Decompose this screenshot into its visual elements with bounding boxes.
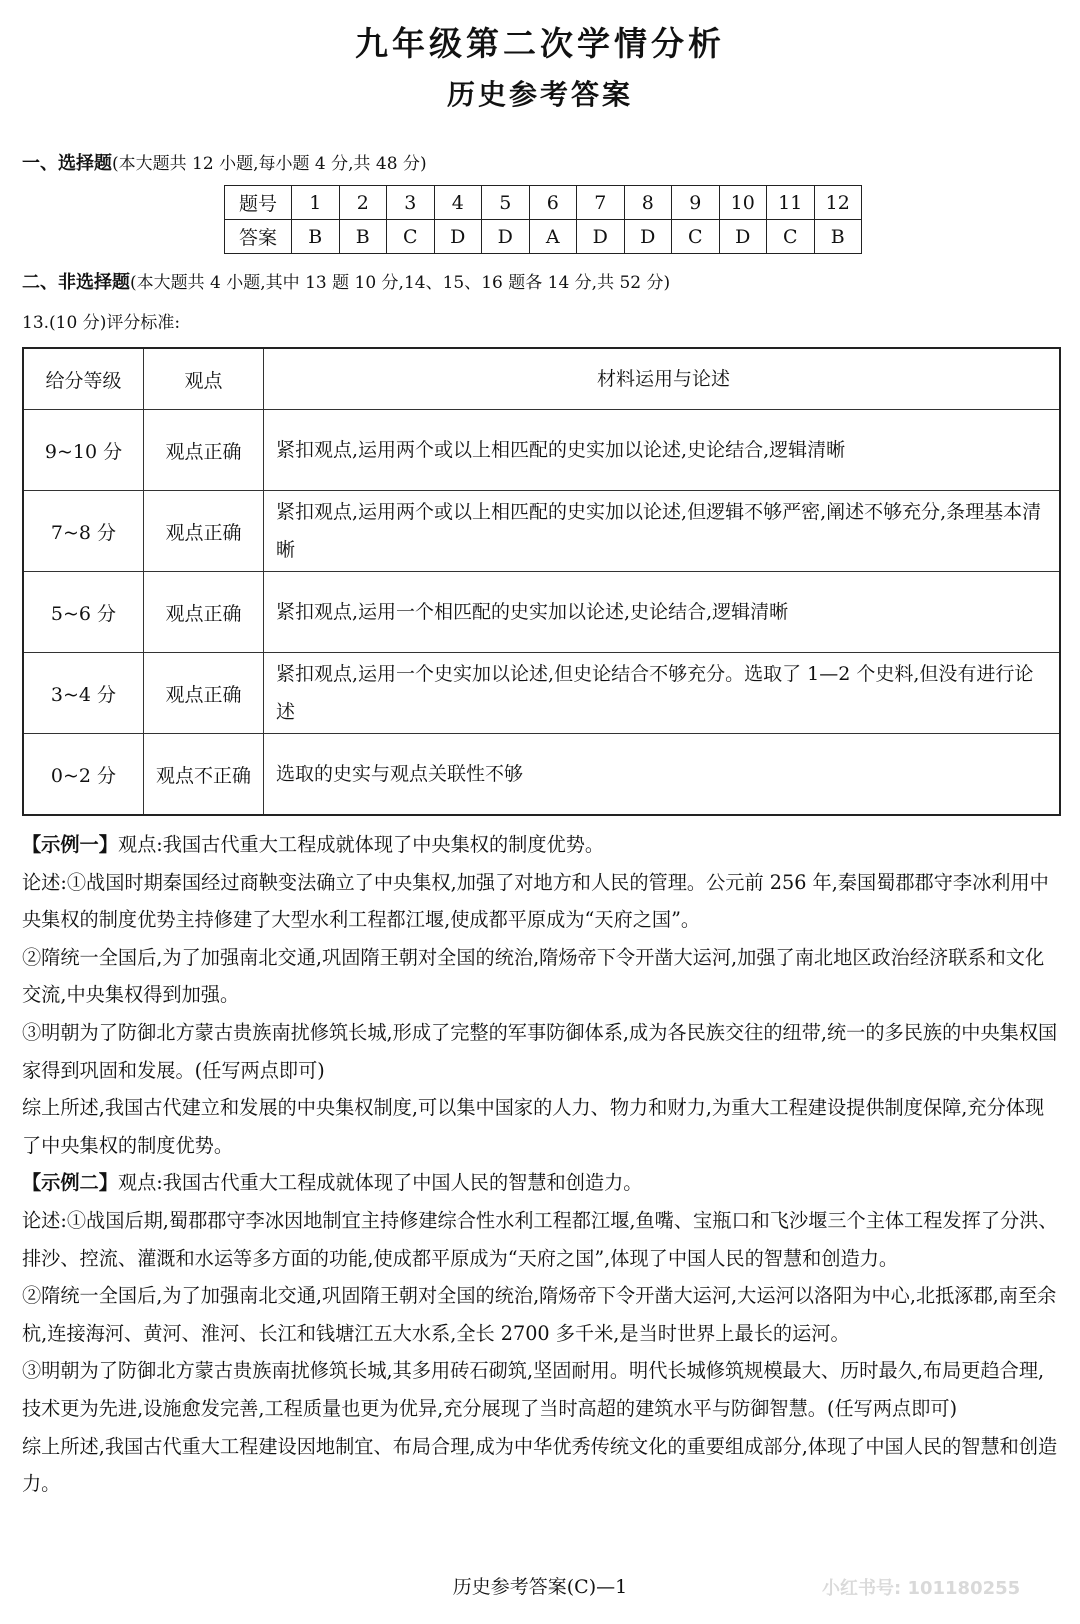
section2-note: (本大题共 4 小题,其中 13 题 10 分,14、15、16 题各 14 分,共 52 分) bbox=[130, 273, 671, 293]
question-number: 10 bbox=[719, 186, 767, 220]
question-number: 9 bbox=[672, 186, 720, 220]
section2-title: 二、非选择题 bbox=[22, 272, 130, 293]
grade-view: 观点正确 bbox=[144, 653, 264, 734]
page-footer: 历史参考答案(C)—1 bbox=[452, 1576, 628, 1598]
grade-level: 7~8 分 bbox=[23, 491, 144, 572]
example1-conclusion: 综上所述,我国古代建立和发展的中央集权制度,可以集中国家的人力、物力和财力,为重大工程建设提供制度保障,充分体现了中央集权的制度优势。 bbox=[22, 1096, 1045, 1157]
answer-cell: B bbox=[814, 220, 862, 254]
grade-view: 观点正确 bbox=[144, 572, 264, 653]
example2-paragraph: 论述:①战国后期,蜀郡郡守李冰因地制宜主持修建综合性水利工程都江堰,鱼嘴、宝瓶口和飞沙堰三个主体工程发挥了分洪、排沙、控流、灌溉和水运等多方面的功能,使成都平原成为“天府之国”,体现了中国人民的智慧和创造力。 bbox=[22, 1208, 1058, 1270]
grading-header-row bbox=[23, 348, 1060, 410]
grading-table bbox=[22, 347, 1061, 816]
example2-label: 【示例二】 bbox=[22, 1171, 118, 1195]
question-number: 2 bbox=[339, 186, 387, 220]
page-title: 九年级第二次学情分析 bbox=[355, 24, 725, 63]
grade-desc: 紧扣观点,运用一个史实加以论述,但史论结合不够充分。选取了 1—2 个史料,但没有进行论述 bbox=[264, 653, 1061, 734]
example1-paragraph: ③明朝为了防御北方蒙古贵族南扰修筑长城,形成了完整的军事防御体系,成为各民族交往的纽带,统一的多民族的中央集权国家得到巩固和发展。(任写两点即可) bbox=[22, 1020, 1058, 1082]
question-number: 5 bbox=[482, 186, 530, 220]
section1-title: 一、选择题 bbox=[22, 153, 112, 174]
example1-paragraph: ②隋统一全国后,为了加强南北交通,巩固隋王朝对全国的统治,隋炀帝下令开凿大运河,加强了南北地区政治经济联系和文化交流,中央集权得到加强。 bbox=[22, 945, 1045, 1007]
row-label-number: 题号 bbox=[225, 186, 292, 220]
grade-desc: 选取的史实与观点关联性不够 bbox=[264, 734, 1061, 816]
example1-label: 【示例一】 bbox=[22, 833, 118, 856]
answer-cell: A bbox=[529, 220, 577, 254]
example2-view-line bbox=[22, 1164, 1058, 1202]
section1-note: (本大题共 12 小题,每小题 4 分,共 48 分) bbox=[112, 154, 427, 174]
answer-cell: D bbox=[719, 220, 767, 254]
grade-desc: 紧扣观点,运用一个相匹配的史实加以论述,史论结合,逻辑清晰 bbox=[264, 572, 1061, 653]
header-desc: 材料运用与论述 bbox=[264, 348, 1061, 410]
grading-row bbox=[23, 653, 1060, 734]
grade-level: 3~4 分 bbox=[23, 653, 144, 734]
section2-heading bbox=[22, 268, 1058, 294]
answer-cell: C bbox=[387, 220, 435, 254]
answer-cell: D bbox=[434, 220, 482, 254]
example1-paragraph: 论述:①战国时期秦国经过商鞅变法确立了中央集权,加强了对地方和人民的管理。公元前 256 年,秦国蜀郡郡守李冰利用中央集权的制度优势主持修建了大型水利工程都江堰,使成都平原成为“天府之国”。 bbox=[22, 870, 1049, 932]
grade-level: 5~6 分 bbox=[23, 572, 144, 653]
q13-label: 13.(10 分)评分标准: bbox=[22, 313, 181, 333]
example2-paragraph: ②隋统一全国后,为了加强南北交通,巩固隋王朝对全国的统治,隋炀帝下令开凿大运河,大运河以洛阳为中心,北抵涿郡,南至余杭,连接海河、黄河、淮河、长江和钱塘江五大水系,全长 2700 多千米,是当时世界上最长的运河。 bbox=[22, 1284, 1057, 1345]
answer-cell: B bbox=[292, 220, 340, 254]
question-number: 12 bbox=[814, 186, 862, 220]
question-number: 7 bbox=[577, 186, 625, 220]
section1-heading bbox=[22, 149, 1058, 175]
page-subtitle: 历史参考答案 bbox=[446, 78, 633, 111]
answer-cell: D bbox=[577, 220, 625, 254]
question-number: 4 bbox=[434, 186, 482, 220]
answer-cell: D bbox=[482, 220, 530, 254]
grade-view: 观点不正确 bbox=[144, 734, 264, 816]
answer-row bbox=[225, 220, 862, 254]
grade-level: 9~10 分 bbox=[23, 410, 144, 491]
question-number: 3 bbox=[387, 186, 435, 220]
grade-desc: 紧扣观点,运用两个或以上相匹配的史实加以论述,但逻辑不够严密,阐述不够充分,条理基本清晰 bbox=[264, 491, 1061, 572]
examples-body bbox=[22, 826, 1058, 1503]
grading-row bbox=[23, 491, 1060, 572]
grading-row bbox=[23, 734, 1060, 816]
question-number: 8 bbox=[624, 186, 672, 220]
question-number-row bbox=[225, 186, 862, 220]
header-view: 观点 bbox=[144, 348, 264, 410]
header-level: 给分等级 bbox=[23, 348, 144, 410]
grade-level: 0~2 分 bbox=[23, 734, 144, 816]
grading-row bbox=[23, 572, 1060, 653]
answer-cell: B bbox=[339, 220, 387, 254]
row-label-answer: 答案 bbox=[225, 220, 292, 254]
question-number: 6 bbox=[529, 186, 577, 220]
grading-row bbox=[23, 410, 1060, 491]
example2-view: 观点:我国古代重大工程成就体现了中国人民的智慧和创造力。 bbox=[117, 1171, 643, 1195]
grade-desc: 紧扣观点,运用两个或以上相匹配的史实加以论述,史论结合,逻辑清晰 bbox=[264, 410, 1061, 491]
answer-cell: C bbox=[767, 220, 815, 254]
grade-view: 观点正确 bbox=[144, 410, 264, 491]
answer-cell: D bbox=[624, 220, 672, 254]
example1-view: 观点:我国古代重大工程成就体现了中央集权的制度优势。 bbox=[117, 833, 605, 856]
grade-view: 观点正确 bbox=[144, 491, 264, 572]
question-number: 11 bbox=[767, 186, 815, 220]
choice-answer-table bbox=[224, 185, 862, 254]
question-number: 1 bbox=[292, 186, 340, 220]
answer-cell: C bbox=[672, 220, 720, 254]
example2-paragraph: ③明朝为了防御北方蒙古贵族南扰修筑长城,其多用砖石砌筑,坚固耐用。明代长城修筑规模最大、历时最久,布局更趋合理,技术更为先进,设施愈发完善,工程质量也更为优异,充分展现了当时高超的建筑水平与防御智慧。(任写两点即可) bbox=[22, 1359, 1045, 1420]
watermark: 小红书号: 101180255 bbox=[822, 1578, 1021, 1599]
example1-view-line bbox=[22, 826, 1058, 864]
example2-conclusion: 综上所述,我国古代重大工程建设因地制宜、布局合理,成为中华优秀传统文化的重要组成部分,体现了中国人民的智慧和创造力。 bbox=[22, 1434, 1058, 1496]
